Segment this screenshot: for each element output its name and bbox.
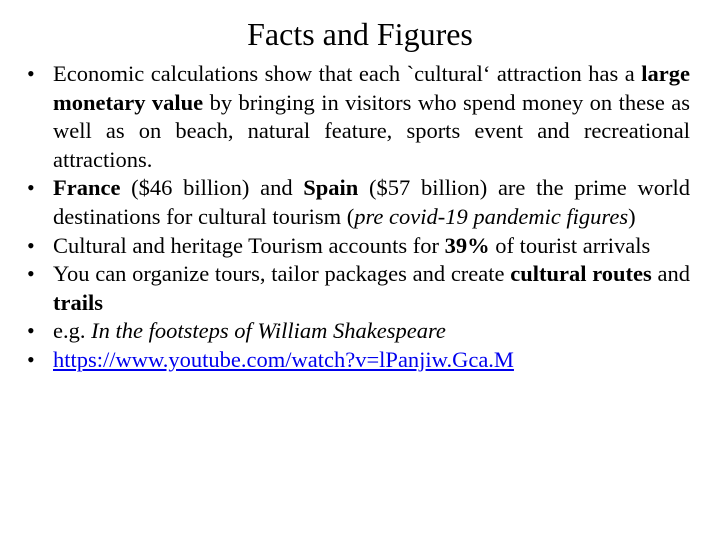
bullet-text: ) — [628, 203, 636, 229]
bullet-bold-text: 39% — [444, 232, 490, 258]
bullet-bold-text: France — [53, 175, 121, 201]
bullet-text: Cultural and heritage Tourism accounts for — [53, 232, 445, 258]
bullet-icon: • — [27, 232, 35, 258]
slide-title: Facts and Figures — [247, 16, 473, 52]
bullet-text: ($46 billion) and — [120, 175, 304, 201]
bullet-example — [27, 317, 690, 346]
youtube-link[interactable]: https://www.youtube.com/watch?v=lPanjiw.Gca.M — [53, 346, 514, 372]
bullet-text: You can organize tours, tailor packages and create — [53, 261, 511, 287]
bullet-italic-text: pre covid-19 pandemic figures — [354, 203, 629, 229]
bullet-link — [27, 346, 690, 375]
bullet-icon: • — [27, 261, 35, 287]
bullet-list — [27, 60, 690, 375]
bullet-france-spain — [27, 174, 690, 231]
bullet-bold-text: trails — [53, 289, 103, 315]
bullet-text: e.g. — [53, 318, 92, 344]
bullet-bold-text: Spain — [303, 175, 359, 201]
bullet-text: Economic calculations show that each `cultural‘ attraction has a — [53, 61, 642, 86]
bullet-bold-text: cultural routes — [510, 261, 652, 287]
bullet-text: and — [651, 261, 690, 287]
bullet-icon: • — [27, 318, 35, 344]
bullet-text: ($57 billion) are the prime world destinations for cultural tourism ( — [53, 175, 690, 229]
bullet-text: by bringing in visitors who spend money on these as well as on beach, natural feature, sports event and recreational attractions. — [53, 89, 690, 172]
bullet-text: of tourist arrivals — [489, 232, 651, 258]
bullet-italic-text: In the footsteps of William Shakespeare — [91, 318, 446, 344]
bullet-bold-text: large monetary value — [53, 61, 690, 115]
bullet-heritage-share — [27, 232, 690, 261]
bullet-economic-value — [27, 60, 690, 174]
bullet-icon: • — [27, 175, 35, 201]
bullet-organize-tours — [27, 260, 690, 317]
bullet-icon: • — [27, 346, 35, 372]
bullet-icon: • — [27, 61, 35, 86]
